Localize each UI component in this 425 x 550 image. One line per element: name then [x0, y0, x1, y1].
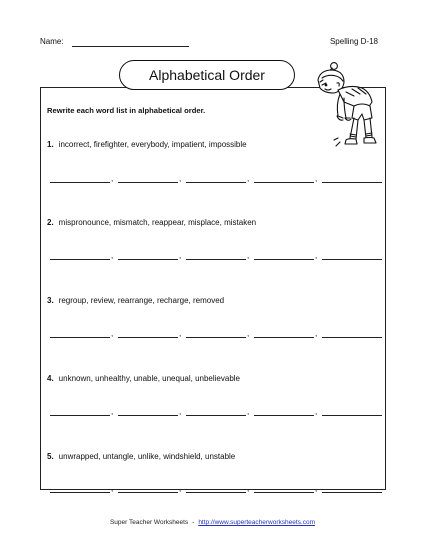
comma: , [111, 329, 114, 338]
answer-blank[interactable] [118, 249, 178, 260]
comma: , [315, 174, 318, 183]
answer-blank[interactable] [186, 405, 246, 416]
question-words: regroup, review, rearrange, recharge, removed [58, 296, 225, 305]
question-number: 4. [47, 374, 54, 383]
answer-row-2 [50, 249, 382, 263]
question-words: incorrect, firefighter, everybody, impatient, impossible [58, 140, 247, 149]
comma: , [315, 251, 318, 260]
comma: , [315, 407, 318, 416]
footer-site-name: Super Teacher Worksheets [109, 519, 189, 526]
answer-blank[interactable] [254, 482, 314, 493]
answer-blank[interactable] [118, 327, 178, 338]
question-words: unknown, unhealthy, unable, unequal, unbelievable [58, 374, 240, 383]
comma: , [179, 251, 182, 260]
comma: , [111, 484, 114, 493]
answer-blank[interactable] [50, 482, 110, 493]
comma: , [111, 174, 114, 183]
answer-blank[interactable] [186, 327, 246, 338]
question-1 [47, 140, 247, 149]
comma: , [179, 407, 182, 416]
question-number: 3. [47, 296, 54, 305]
question-3 [47, 296, 224, 305]
footer-separator: - [192, 519, 195, 526]
answer-row-4 [50, 405, 382, 419]
comma: , [179, 484, 182, 493]
answer-blank[interactable] [118, 172, 178, 183]
question-2 [47, 218, 256, 227]
footer [0, 519, 425, 526]
worksheet-title: Alphabetical Order [119, 60, 295, 90]
answer-blank[interactable] [50, 249, 110, 260]
comma: , [315, 484, 318, 493]
answer-row-3 [50, 327, 382, 341]
answer-blank[interactable] [254, 172, 314, 183]
question-5 [47, 452, 235, 461]
answer-blank[interactable] [254, 327, 314, 338]
instructions: Rewrite each word list in alphabetical order. [47, 106, 206, 115]
answer-blank[interactable] [186, 172, 246, 183]
answer-blank[interactable] [186, 482, 246, 493]
question-words: unwrapped, untangle, unlike, windshield, unstable [58, 452, 236, 461]
answer-blank[interactable] [322, 172, 382, 183]
answer-blank[interactable] [322, 482, 382, 493]
header-row [40, 37, 378, 51]
name-field-line[interactable] [72, 46, 189, 47]
question-number: 2. [47, 218, 54, 227]
comma: , [247, 407, 250, 416]
answer-blank[interactable] [322, 249, 382, 260]
comma: , [247, 484, 250, 493]
answer-blank[interactable] [50, 172, 110, 183]
answer-blank[interactable] [254, 405, 314, 416]
answer-blank[interactable] [50, 327, 110, 338]
answer-blank[interactable] [322, 405, 382, 416]
boy-illustration [310, 58, 382, 161]
question-4 [47, 374, 240, 383]
answer-row-5 [50, 482, 382, 496]
question-number: 5. [47, 452, 54, 461]
comma: , [247, 329, 250, 338]
comma: , [315, 329, 318, 338]
worksheet-code: Spelling D-18 [329, 37, 378, 46]
comma: , [179, 329, 182, 338]
question-number: 1. [47, 140, 54, 149]
answer-blank[interactable] [50, 405, 110, 416]
comma: , [179, 174, 182, 183]
answer-blank[interactable] [186, 249, 246, 260]
comma: , [247, 174, 250, 183]
question-words: mispronounce, mismatch, reappear, misplace, mistaken [58, 218, 257, 227]
comma: , [111, 251, 114, 260]
answer-blank[interactable] [118, 405, 178, 416]
answer-blank[interactable] [254, 249, 314, 260]
answer-blank[interactable] [118, 482, 178, 493]
footer-url-link[interactable]: http://www.superteacherworksheets.com [198, 519, 316, 526]
answer-blank[interactable] [322, 327, 382, 338]
comma: , [247, 251, 250, 260]
answer-row-1 [50, 172, 382, 186]
comma: , [111, 407, 114, 416]
name-label: Name: [40, 37, 64, 46]
